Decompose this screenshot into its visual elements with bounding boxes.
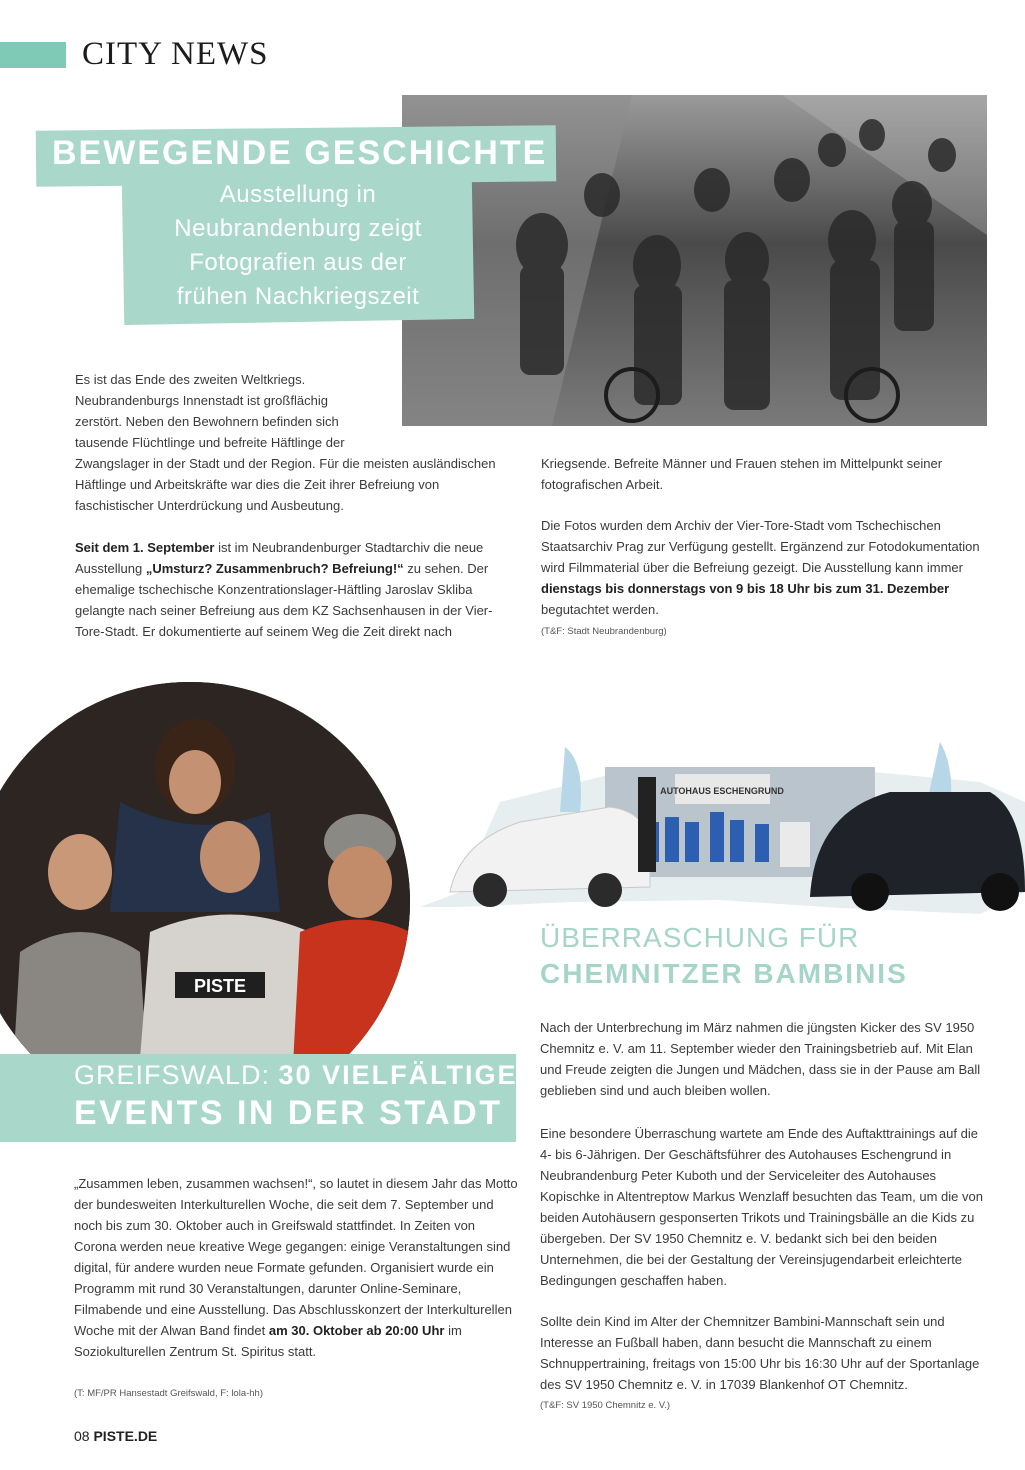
banner-text: AUTOHAUS ESCHENGRUND: [660, 786, 784, 796]
article2-body: „Zusammen leben, zusammen wachsen!“, so lautet in diesem Jahr das Motto der bundesweiten Interkulturellen Woche, die seit dem 7. September und noch bis zum 30. Oktober auch in Greifswald stattfindet. In Zeiten von Corona werden neue kreative Wege gegangen: einige Veranstaltungen sind digital, für andere wurden neue Formate gefunden. Organisiert wurde ein Programm mit rund 30 Veranstaltungen, darunter Online-Seminare, Filmabende und eine Ausstellung. Das Abschlusskonzert der Interkulturellen Woche mit der Alwan Band findet am 30. Oktober ab 20:00 Uhr im Soziokulturellen Zentrum St. Spiritus statt.: [74, 1176, 518, 1359]
article1-paragraph-2: Seit dem 1. September ist im Neubrandenburger Stadtarchiv die neue Ausstellung „Umsturz? Zusammenbruch? Befreiung!“ zu sehen. Der ehemalige tschechische Konzentrationslager-Häftling Jaroslav Skliba gelangte nach seiner Befreiung aus dem KZ Sachsenhausen in der Vier-Tore-Stadt. Er dokumentierte auf seinem Weg die Zeit direkt nach: [75, 540, 493, 639]
bambini-team-photo: [420, 742, 1025, 917]
article1-paragraph-1: Zwangslager in der Stadt und der Region. Für die meisten ausländischen Häftlinge und Arbeitskräfte war dies die Zeit ihrer Befreiung von faschistischer Unterdrückung und Ausbeutung.: [75, 456, 496, 513]
article2-headline-line1: GREIFSWALD: 30 VIELFÄLTIGE: [74, 1060, 518, 1090]
site-name: PISTE.DE: [93, 1428, 158, 1444]
article1-headline: BEWEGENDE GESCHICHTE: [52, 134, 548, 172]
section-accent-bar: [0, 42, 66, 68]
article2-credit: (T: MF/PR Hansestadt Greifswald, F: lola-hh): [74, 1388, 263, 1399]
sweater-logo-text: PISTE: [193, 976, 247, 996]
article1-credit: (T&F: Stadt Neubrandenburg): [541, 626, 667, 637]
section-title: CITY NEWS: [82, 36, 269, 72]
article3-headline-line2: CHEMNITZER BAMBINIS: [540, 958, 908, 989]
article1-right-paragraph-2: Die Fotos wurden dem Archiv der Vier-Tore-Stadt vom Tschechischen Staatsarchiv Prag zur Verfügung gestellt. Ergänzend zur Fotodokumentation wird Filmmaterial über die Befreiung gezeigt. Die Ausstellung kann immer dienstags bis donnerstags von 9 bis 18 Uhr bis zum 31. Dezember begutachtet werden.: [541, 518, 980, 617]
page-footer: [74, 1428, 157, 1444]
page-number: 08: [74, 1428, 90, 1444]
article1-subtitle: Ausstellung in Neubrandenburg zeigt Fotografien aus der frühen Nachkriegszeit: [174, 181, 422, 310]
article2-headline-line2: EVENTS IN DER STADT: [74, 1094, 503, 1132]
article3-paragraph-2: Eine besondere Überraschung wartete am Ende des Auftakttrainings auf die 4- bis 6-Jährigen. Der Geschäftsführer des Autohauses Eschengrund in Neubrandenburg Peter Kuboth und der Serviceleiter des Autohauses Kopischke in Altentreptow Markus Wenzlaff besuchten das Team, um die von beiden Autohäusern gesponserten Trikots und Trainingsbälle an die Kids zu übergeben. Der SV 1950 Chemnitz e. V. bedankt sich bei den beiden Unternehmen, die bei der Gestaltung der Vereinsjugendarbeit erleichterte Bedingungen geschaffen haben.: [540, 1126, 983, 1288]
article3-paragraph-1: Nach der Unterbrechung im März nahmen die jüngsten Kicker des SV 1950 Chemnitz e. V. am 11. September wieder den Trainingsbetrieb auf. Mit Elan und Freude zeigten die Jungen und Mädchen, dass sie in der Pause am Ball geblieben sind und auch bleiben wollen.: [540, 1020, 981, 1098]
article3-credit: (T&F: SV 1950 Chemnitz e. V.): [540, 1400, 671, 1411]
article1-right-paragraph-1: Kriegsende. Befreite Männer und Frauen stehen im Mittelpunkt seiner fotografischen Arbeit.: [541, 456, 943, 492]
article1-intro-lines: Es ist das Ende des zweiten Weltkriegs. Neubrandenburgs Innenstadt ist großflächig zerstört. Neben den Bewohnern befinden sich tausende Flüchtlinge und befreite Häftlinge der: [75, 372, 345, 450]
article3-headline-line1: ÜBERRASCHUNG FÜR: [540, 922, 860, 953]
article3-paragraph-3: Sollte dein Kind im Alter der Chemnitzer Bambini-Mannschaft sein und Interesse an Fußball haben, dann besucht die Mannschaft zu einem Schnuppertraining, freitags von 15:00 Uhr bis 16:30 Uhr auf der Sportanlage des SV 1950 Chemnitz e. V. in 17039 Blankenhof OT Chemnitz.: [540, 1314, 980, 1392]
